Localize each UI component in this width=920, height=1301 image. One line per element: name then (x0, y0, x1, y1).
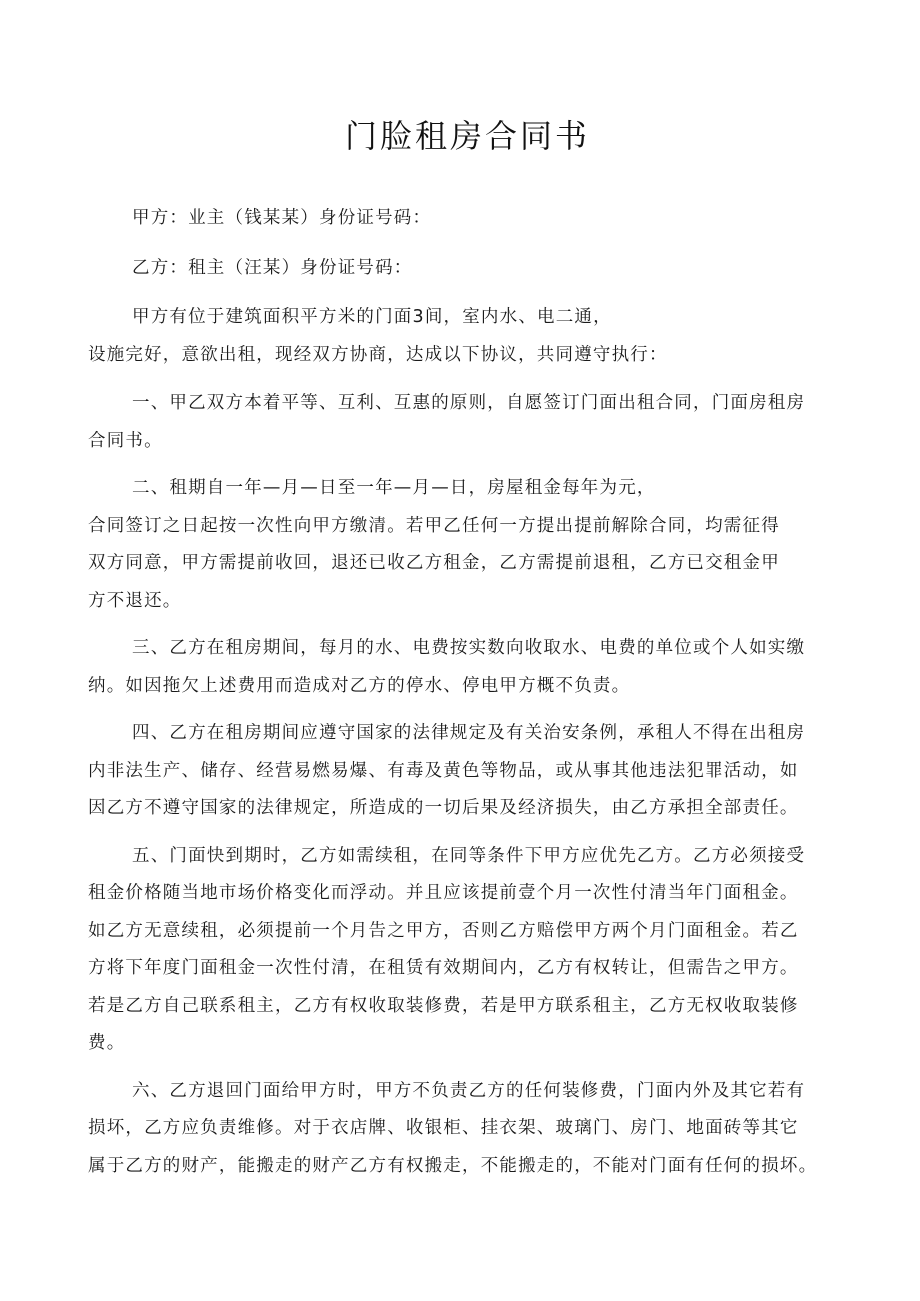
paragraph-line: 甲方：业主（钱某某）身份证号码： (132, 208, 432, 228)
paragraph-line: 三、乙方在租房期间，每月的水、电费按实数向收取水、电费的单位或个人如实缴 (132, 638, 806, 658)
party-a-paragraph (88, 200, 850, 238)
clause-4 (88, 715, 850, 828)
paragraph-line: 甲方有位于建筑面积平方米的门面3间，室内水、电二通， (132, 307, 612, 327)
paragraph-line: 纳。如因拖欠上述费用而造成对乙方的停水、停电甲方概不负责。 (88, 675, 631, 696)
paragraph-line: 六、乙方退回门面给甲方时，甲方不负责乙方的任何装修费，门面内外及其它若有 (132, 1080, 806, 1101)
paragraph-line: 合同书。 (88, 430, 163, 451)
clause-3 (88, 630, 850, 705)
paragraph-line: 双方同意，甲方需提前收回，退还已收乙方租金，乙方需提前退租，乙方已交租金甲 (88, 553, 780, 573)
paragraph-line: 租金价格随当地市场价格变化而浮动。并且应该提前壹个月一次性付清当年门面租金。 (88, 883, 799, 903)
clause-6 (88, 1073, 850, 1186)
paragraph-line: 如乙方无意续租，必须提前一个月告之甲方，否则乙方赔偿甲方两个月门面租金。若乙 (88, 920, 799, 941)
paragraph-line: 若是乙方自己联系租主，乙方有权收取装修费，若是甲方联系租主，乙方无权收取装修 (88, 995, 799, 1016)
paragraph-line: 方不退还。 (88, 590, 182, 611)
party-b-paragraph (88, 250, 850, 288)
clause-1 (88, 385, 850, 460)
document-title: 门脸租房合同书 (344, 117, 590, 156)
paragraph-line: 五、门面快到期时，乙方如需续租，在同等条件下甲方应优先乙方。乙方必须接受 (132, 845, 806, 866)
property-description-paragraph (88, 299, 850, 374)
paragraph-line: 方将下年度门面租金一次性付清，在租赁有效期间内，乙方有权转让，但需告之甲方。 (88, 958, 799, 978)
contract-body (88, 200, 850, 1185)
paragraph-line: 损坏，乙方应负责维修。对于衣店牌、收银柜、挂衣架、玻璃门、房门、地面砖等其它 (88, 1118, 799, 1138)
paragraph-line: 乙方：租主（汪某）身份证号码： (132, 257, 413, 278)
paragraph-line: 费。 (88, 1033, 126, 1053)
clause-2 (88, 470, 850, 620)
paragraph-line: 因乙方不遵守国家的法律规定，所造成的一切后果及经济损失，由乙方承担全部责任。 (88, 798, 799, 818)
paragraph-line: 合同签订之日起按一次性向甲方缴清。若甲乙任何一方提出提前解除合同，均需征得 (88, 515, 780, 536)
paragraph-line: 属于乙方的财产，能搬走的财产乙方有权搬走，不能搬走的，不能对门面有任何的损坏。 (88, 1155, 818, 1176)
paragraph-line: 内非法生产、储存、经营易燃易爆、有毒及黄色等物品，或从事其他违法犯罪活动，如 (88, 760, 799, 781)
clause-5 (88, 838, 850, 1063)
paragraph-line: 四、乙方在租房期间应遵守国家的法律规定及有关治安条例，承租人不得在出租房 (132, 723, 806, 743)
paragraph-line: 一、甲乙双方本着平等、互利、互惠的原则，自愿签订门面出租合同，门面房租房 (132, 393, 806, 413)
paragraph-line: 设施完好，意欲出租，现经双方协商，达成以下协议，共同遵守执行： (88, 344, 668, 365)
paragraph-line: 二、租期自一年—月—日至一年—月—日，房屋租金每年为元， (132, 478, 656, 498)
